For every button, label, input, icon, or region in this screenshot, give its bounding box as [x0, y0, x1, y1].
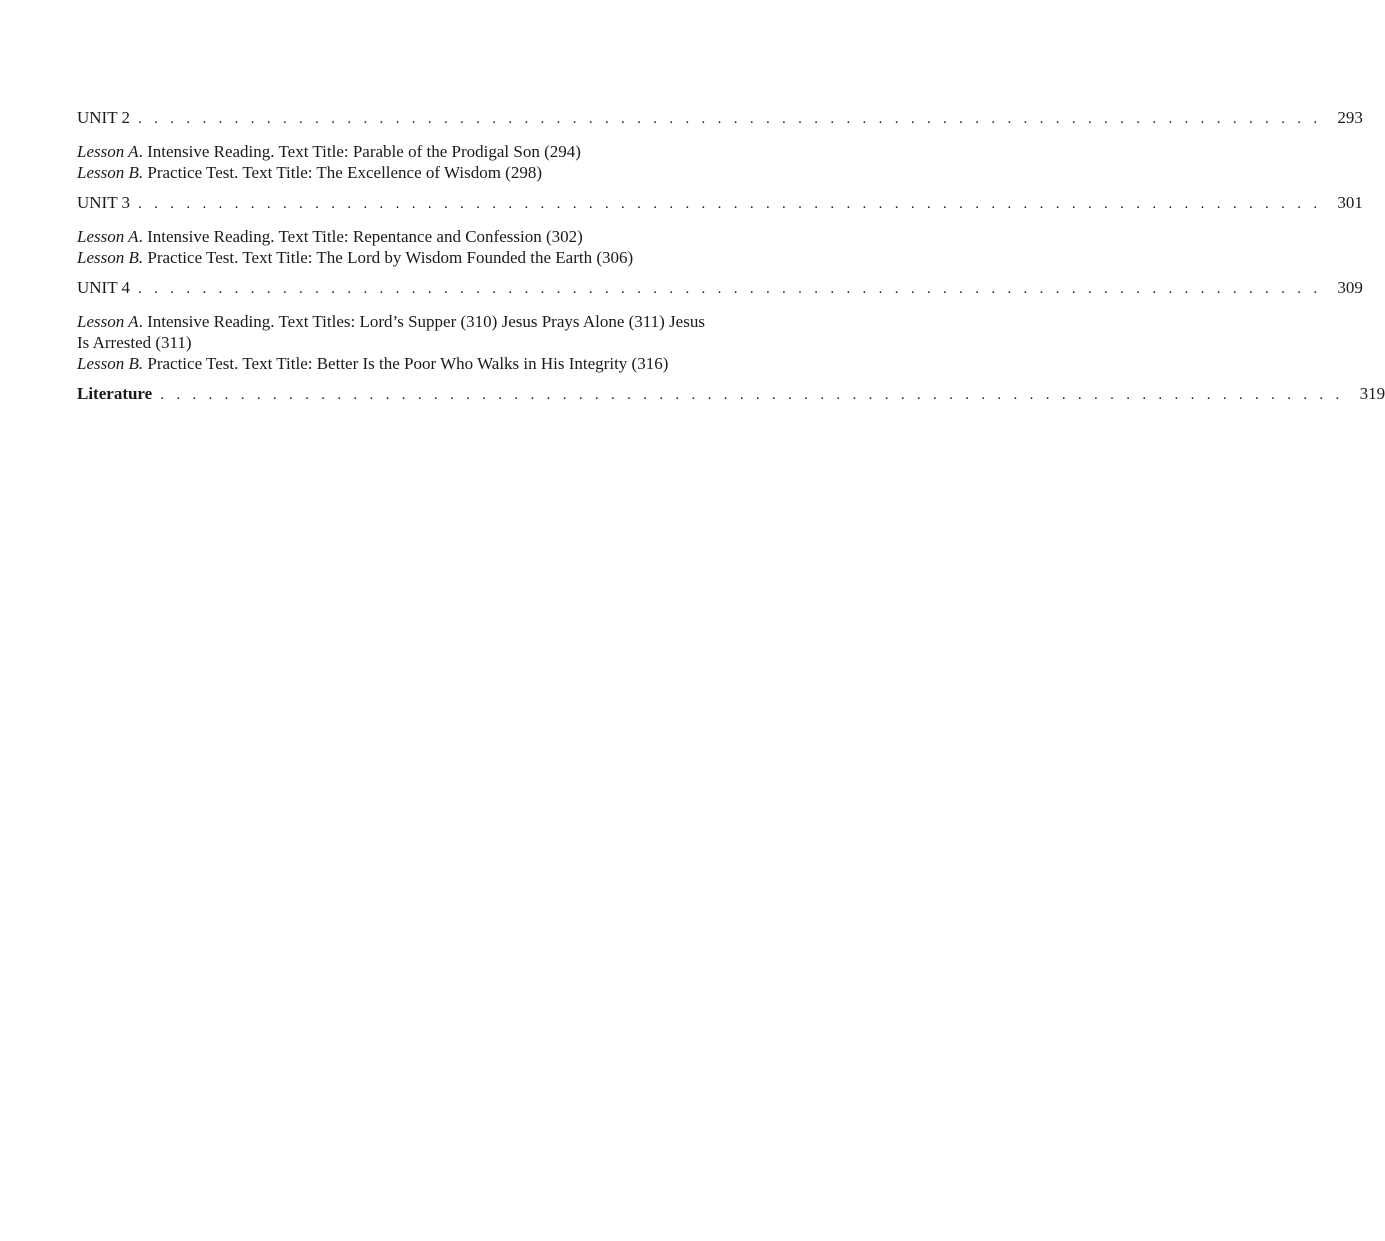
toc-unit-4 — [77, 277, 1363, 374]
lesson-label: Lesson A — [77, 142, 139, 161]
lesson-text: Practice Test. Text Title: Better Is the Poor Who Walks in His Integrity (316) — [143, 354, 669, 373]
toc-entry-unit-2[interactable] — [77, 107, 1363, 129]
toc-unit-3 — [77, 192, 1363, 268]
lesson-label: Lesson B. — [77, 354, 144, 373]
lesson-text: . Intensive Reading. Text Title: Parable of the Prodigal Son (294) — [138, 142, 581, 161]
lesson-text: Practice Test. Text Title: The Lord by Wisdom Founded the Earth (306) — [143, 248, 634, 267]
lesson-b-entry[interactable] — [77, 247, 717, 268]
page-number: 301 — [1337, 193, 1363, 212]
lesson-a-entry[interactable] — [77, 226, 717, 247]
lesson-label: Lesson B. — [77, 163, 144, 182]
page-number: 309 — [1337, 278, 1363, 297]
page-number: 293 — [1337, 108, 1363, 127]
dot-leader: . . . . . . . . . . . . . . . . . . . . . . . . . . . . . . . . . . . . . . . . . . . . . . . . . . . . . . . . . . . . . . . . . . . . . . . . . . — [138, 111, 1322, 127]
page-number: 319 — [1359, 384, 1385, 403]
toc-entry-unit-3[interactable] — [77, 192, 1363, 214]
toc-unit-2 — [77, 107, 1363, 183]
lesson-list — [77, 226, 717, 268]
dot-leader: . . . . . . . . . . . . . . . . . . . . . . . . . . . . . . . . . . . . . . . . . . . . . . . . . . . . . . . . . . . . . . . . . . . . . . . . . . — [160, 387, 1344, 403]
toc-entry-literature[interactable] — [77, 383, 1385, 405]
unit-title: UNIT 2 — [77, 108, 131, 127]
dot-leader: . . . . . . . . . . . . . . . . . . . . . . . . . . . . . . . . . . . . . . . . . . . . . . . . . . . . . . . . . . . . . . . . . . . . . . . . . . — [138, 281, 1322, 297]
lesson-b-entry[interactable] — [77, 162, 717, 183]
lesson-list — [77, 311, 717, 374]
lesson-label: Lesson B. — [77, 248, 144, 267]
lesson-text: Practice Test. Text Title: The Excellence of Wisdom (298) — [143, 163, 543, 182]
lesson-label: Lesson A — [77, 312, 139, 331]
unit-title: UNIT 4 — [77, 278, 131, 297]
lesson-b-entry[interactable] — [77, 353, 717, 374]
dot-leader: . . . . . . . . . . . . . . . . . . . . . . . . . . . . . . . . . . . . . . . . . . . . . . . . . . . . . . . . . . . . . . . . . . . . . . . . . . — [138, 196, 1322, 212]
unit-title: UNIT 3 — [77, 193, 131, 212]
literature-title: Literature — [77, 384, 153, 403]
lesson-list — [77, 141, 717, 183]
lesson-text: . Intensive Reading. Text Title: Repentance and Confession (302) — [138, 227, 583, 246]
lesson-a-entry[interactable] — [77, 311, 717, 353]
lesson-a-entry[interactable] — [77, 141, 717, 162]
toc-entry-unit-4[interactable] — [77, 277, 1363, 299]
lesson-label: Lesson A — [77, 227, 139, 246]
toc-literature — [77, 383, 1385, 405]
table-of-contents — [77, 107, 1385, 415]
lesson-text: . Intensive Reading. Text Titles: Lord’s Supper (310) Jesus Prays Alone (311) Jesus Is Arrested (311) — [77, 312, 705, 352]
